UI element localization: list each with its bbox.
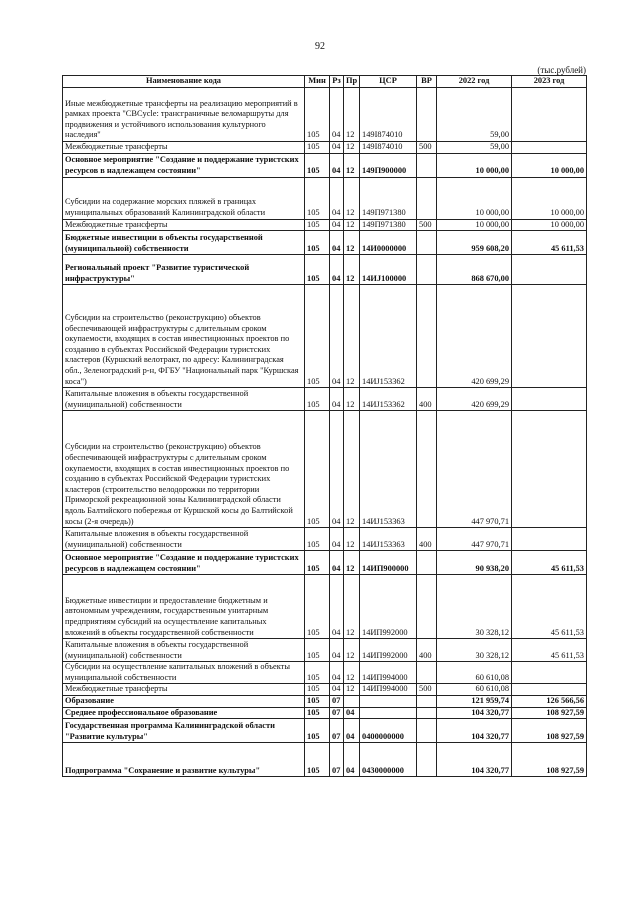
row-min-cell: 105: [305, 388, 330, 411]
row-2023-cell: 45 611,53: [512, 639, 587, 662]
row-rz-cell: 04: [330, 88, 344, 142]
table-row: [63, 575, 587, 639]
row-min-cell: 105: [305, 285, 330, 388]
row-vr-cell: [417, 88, 437, 142]
row-2022-cell: 10 000,00: [437, 219, 512, 231]
row-csr-cell: 14ИJ153362: [360, 285, 417, 388]
table-row: [63, 285, 587, 388]
row-2023-cell: [512, 285, 587, 388]
row-rz-cell: 07: [330, 707, 344, 719]
header-pr: Пр: [344, 76, 360, 88]
row-name-cell: Субсидии на содержание морских пляжей в границах муниципальных образований Калининградской области: [63, 177, 305, 219]
row-rz-cell: 04: [330, 662, 344, 684]
row-csr-cell: 14ИП992000: [360, 639, 417, 662]
units-label: (тыс.рублей): [537, 65, 586, 75]
row-rz-cell: 04: [330, 231, 344, 255]
table-row: [63, 388, 587, 411]
row-pr-cell: 04: [344, 719, 360, 743]
row-rz-cell: 07: [330, 719, 344, 743]
row-csr-cell: 14И0000000: [360, 231, 417, 255]
row-min-cell: 105: [305, 528, 330, 551]
row-name-cell: Субсидии на осуществление капитальных вложений в объекты муниципальной собственности: [63, 662, 305, 684]
table-row: [63, 255, 587, 285]
row-csr-cell: 14ИП994000: [360, 684, 417, 696]
row-rz-cell: 04: [330, 639, 344, 662]
row-2023-cell: 108 927,59: [512, 719, 587, 743]
header-2023: 2023 год: [512, 76, 587, 88]
row-2023-cell: 45 611,53: [512, 551, 587, 575]
row-vr-cell: [417, 575, 437, 639]
row-pr-cell: 12: [344, 575, 360, 639]
row-2023-cell: [512, 88, 587, 142]
row-2022-cell: 420 699,29: [437, 285, 512, 388]
row-rz-cell: 04: [330, 219, 344, 231]
table-row: [63, 695, 587, 707]
row-vr-cell: [417, 551, 437, 575]
row-name-cell: Межбюджетные трансферты: [63, 142, 305, 154]
row-vr-cell: [417, 695, 437, 707]
row-min-cell: 105: [305, 219, 330, 231]
row-vr-cell: [417, 231, 437, 255]
row-2023-cell: [512, 411, 587, 528]
row-2022-cell: 104 320,77: [437, 707, 512, 719]
table-row: [63, 219, 587, 231]
table-body: [63, 88, 587, 777]
row-name-cell: Образование: [63, 695, 305, 707]
row-name-cell: Капитальные вложения в объекты государственной (муниципальной) собственности: [63, 528, 305, 551]
row-pr-cell: 12: [344, 411, 360, 528]
header-rz: Рз: [330, 76, 344, 88]
row-rz-cell: 04: [330, 142, 344, 154]
row-2022-cell: 60 610,08: [437, 684, 512, 696]
table-row: [63, 684, 587, 696]
row-rz-cell: 07: [330, 695, 344, 707]
table-row: [63, 142, 587, 154]
row-2023-cell: [512, 388, 587, 411]
row-2023-cell: [512, 662, 587, 684]
row-2023-cell: [512, 255, 587, 285]
row-min-cell: 105: [305, 551, 330, 575]
table-row: [63, 551, 587, 575]
row-min-cell: 105: [305, 142, 330, 154]
row-rz-cell: 04: [330, 177, 344, 219]
table-row: [63, 411, 587, 528]
page-number: 92: [315, 41, 325, 52]
row-csr-cell: 149П971380: [360, 219, 417, 231]
row-name-cell: Бюджетные инвестиции и предоставление бюджетным и автономным учреждениям, государственным унитарным предприятиям субсидий на осуществление капитальных вложений в объекты государственной собственности: [63, 575, 305, 639]
row-min-cell: 105: [305, 695, 330, 707]
row-pr-cell: 12: [344, 255, 360, 285]
row-pr-cell: 12: [344, 88, 360, 142]
header-vr: ВР: [417, 76, 437, 88]
row-vr-cell: [417, 411, 437, 528]
row-2023-cell: [512, 684, 587, 696]
row-min-cell: 105: [305, 707, 330, 719]
row-name-cell: Межбюджетные трансферты: [63, 219, 305, 231]
row-vr-cell: 500: [417, 219, 437, 231]
row-name-cell: Иные межбюджетные трансферты на реализацию мероприятий в рамках проекта "CBCycle: трансграничные веломаршруты для продвижения и устойчивого использования культурного наследия": [63, 88, 305, 142]
row-vr-cell: [417, 719, 437, 743]
row-2022-cell: 959 608,20: [437, 231, 512, 255]
row-min-cell: 105: [305, 177, 330, 219]
row-vr-cell: [417, 662, 437, 684]
row-name-cell: Капитальные вложения в объекты государственной (муниципальной) собственности: [63, 639, 305, 662]
row-rz-cell: 04: [330, 411, 344, 528]
budget-table: [62, 75, 587, 777]
table-header-row: [63, 76, 587, 88]
row-name-cell: Капитальные вложения в объекты государственной (муниципальной) собственности: [63, 388, 305, 411]
table-row: [63, 743, 587, 777]
row-2023-cell: 10 000,00: [512, 153, 587, 177]
row-name-cell: Региональный проект "Развитие туристической инфраструктуры": [63, 255, 305, 285]
row-pr-cell: 04: [344, 707, 360, 719]
row-csr-cell: 14ИJ100000: [360, 255, 417, 285]
row-rz-cell: 07: [330, 743, 344, 777]
table-row: [63, 231, 587, 255]
row-pr-cell: 12: [344, 231, 360, 255]
row-2023-cell: 10 000,00: [512, 219, 587, 231]
row-2022-cell: 30 328,12: [437, 575, 512, 639]
row-min-cell: 105: [305, 639, 330, 662]
row-2022-cell: 447 970,71: [437, 528, 512, 551]
row-min-cell: 105: [305, 411, 330, 528]
table-row: [63, 662, 587, 684]
row-rz-cell: 04: [330, 528, 344, 551]
row-2022-cell: 121 959,74: [437, 695, 512, 707]
row-2023-cell: 108 927,59: [512, 707, 587, 719]
row-min-cell: 105: [305, 719, 330, 743]
row-min-cell: 105: [305, 684, 330, 696]
row-pr-cell: 12: [344, 388, 360, 411]
header-2022: 2022 год: [437, 76, 512, 88]
row-pr-cell: [344, 695, 360, 707]
row-csr-cell: 14ИП994000: [360, 662, 417, 684]
row-pr-cell: 12: [344, 528, 360, 551]
row-name-cell: Субсидии на строительство (реконструкцию) объектов обеспечивающей инфраструктуры с длительным сроком окупаемости, входящих в состав инвестиционных проектов по созданию в субъектах Российской Федерации туристских кластеров (строительство велодорожки по территории Приморской рекреационной зоны Калининградской области вдоль Балтийского побережья от Куршской косы до Балтийской косы (2-я очередь)): [63, 411, 305, 528]
row-vr-cell: 500: [417, 142, 437, 154]
table-row: [63, 88, 587, 142]
row-pr-cell: 12: [344, 153, 360, 177]
header-name: Наименование кода: [63, 76, 305, 88]
row-name-cell: Государственная программа Калининградской области "Развитие культуры": [63, 719, 305, 743]
header-min: Мин: [305, 76, 330, 88]
row-2023-cell: 126 566,56: [512, 695, 587, 707]
row-pr-cell: 04: [344, 743, 360, 777]
row-2022-cell: 420 699,29: [437, 388, 512, 411]
row-pr-cell: 12: [344, 684, 360, 696]
table-row: [63, 153, 587, 177]
row-name-cell: Основное мероприятие "Создание и поддержание туристских ресурсов в надлежащем состоянии": [63, 551, 305, 575]
row-csr-cell: 14ИП992000: [360, 575, 417, 639]
header-csr: ЦСР: [360, 76, 417, 88]
row-min-cell: 105: [305, 575, 330, 639]
row-csr-cell: [360, 695, 417, 707]
row-csr-cell: 149П971380: [360, 177, 417, 219]
table-row: [63, 707, 587, 719]
row-vr-cell: [417, 177, 437, 219]
row-2022-cell: 59,00: [437, 88, 512, 142]
row-rz-cell: 04: [330, 551, 344, 575]
row-2023-cell: 45 611,53: [512, 231, 587, 255]
row-name-cell: Субсидии на строительство (реконструкцию) объектов обеспечивающей инфраструктуры с длительным сроком окупаемости, входящих в состав инвестиционных проектов по созданию в субъектах Российской Федерации туристских кластеров (Куршский велотракт, по адресу: Калининградская обл., Зеленоградский р-н, ФГБУ "Национальный парк "Куршская коса"): [63, 285, 305, 388]
row-2023-cell: 45 611,53: [512, 575, 587, 639]
table-row: [63, 719, 587, 743]
row-min-cell: 105: [305, 231, 330, 255]
row-csr-cell: 14ИJ153363: [360, 528, 417, 551]
row-vr-cell: 500: [417, 684, 437, 696]
row-rz-cell: 04: [330, 285, 344, 388]
row-rz-cell: 04: [330, 575, 344, 639]
row-min-cell: 105: [305, 153, 330, 177]
row-vr-cell: [417, 255, 437, 285]
table-row: [63, 528, 587, 551]
row-2022-cell: 447 970,71: [437, 411, 512, 528]
row-2023-cell: [512, 528, 587, 551]
row-csr-cell: 0400000000: [360, 719, 417, 743]
row-name-cell: Подпрограмма "Сохранение и развитие культуры": [63, 743, 305, 777]
row-vr-cell: 400: [417, 639, 437, 662]
row-vr-cell: 400: [417, 388, 437, 411]
row-pr-cell: 12: [344, 551, 360, 575]
row-csr-cell: 149П900000: [360, 153, 417, 177]
row-2022-cell: 60 610,08: [437, 662, 512, 684]
row-csr-cell: 149I874010: [360, 88, 417, 142]
row-rz-cell: 04: [330, 388, 344, 411]
row-csr-cell: 14ИП900000: [360, 551, 417, 575]
row-rz-cell: 04: [330, 684, 344, 696]
row-vr-cell: 400: [417, 528, 437, 551]
row-name-cell: Среднее профессиональное образование: [63, 707, 305, 719]
row-rz-cell: 04: [330, 153, 344, 177]
row-name-cell: Бюджетные инвестиции в объекты государственной (муниципальной) собственности: [63, 231, 305, 255]
row-2022-cell: 30 328,12: [437, 639, 512, 662]
row-min-cell: 105: [305, 88, 330, 142]
row-vr-cell: [417, 153, 437, 177]
row-vr-cell: [417, 743, 437, 777]
row-2023-cell: [512, 142, 587, 154]
row-min-cell: 105: [305, 662, 330, 684]
row-csr-cell: 149I874010: [360, 142, 417, 154]
row-pr-cell: 12: [344, 662, 360, 684]
row-csr-cell: 14ИJ153363: [360, 411, 417, 528]
row-pr-cell: 12: [344, 177, 360, 219]
row-vr-cell: [417, 285, 437, 388]
row-2023-cell: 10 000,00: [512, 177, 587, 219]
row-2022-cell: 90 938,20: [437, 551, 512, 575]
row-pr-cell: 12: [344, 142, 360, 154]
row-name-cell: Межбюджетные трансферты: [63, 684, 305, 696]
row-2022-cell: 104 320,77: [437, 743, 512, 777]
row-2022-cell: 10 000,00: [437, 153, 512, 177]
row-2022-cell: 10 000,00: [437, 177, 512, 219]
row-min-cell: 105: [305, 255, 330, 285]
row-2023-cell: 108 927,59: [512, 743, 587, 777]
row-2022-cell: 104 320,77: [437, 719, 512, 743]
table-row: [63, 177, 587, 219]
row-csr-cell: 14ИJ153362: [360, 388, 417, 411]
row-2022-cell: 868 670,00: [437, 255, 512, 285]
row-rz-cell: 04: [330, 255, 344, 285]
row-pr-cell: 12: [344, 285, 360, 388]
row-csr-cell: [360, 707, 417, 719]
row-csr-cell: 0430000000: [360, 743, 417, 777]
row-min-cell: 105: [305, 743, 330, 777]
row-vr-cell: [417, 707, 437, 719]
table-row: [63, 639, 587, 662]
row-pr-cell: 12: [344, 639, 360, 662]
row-name-cell: Основное мероприятие "Создание и поддержание туристских ресурсов в надлежащем состоянии": [63, 153, 305, 177]
row-pr-cell: 12: [344, 219, 360, 231]
row-2022-cell: 59,00: [437, 142, 512, 154]
